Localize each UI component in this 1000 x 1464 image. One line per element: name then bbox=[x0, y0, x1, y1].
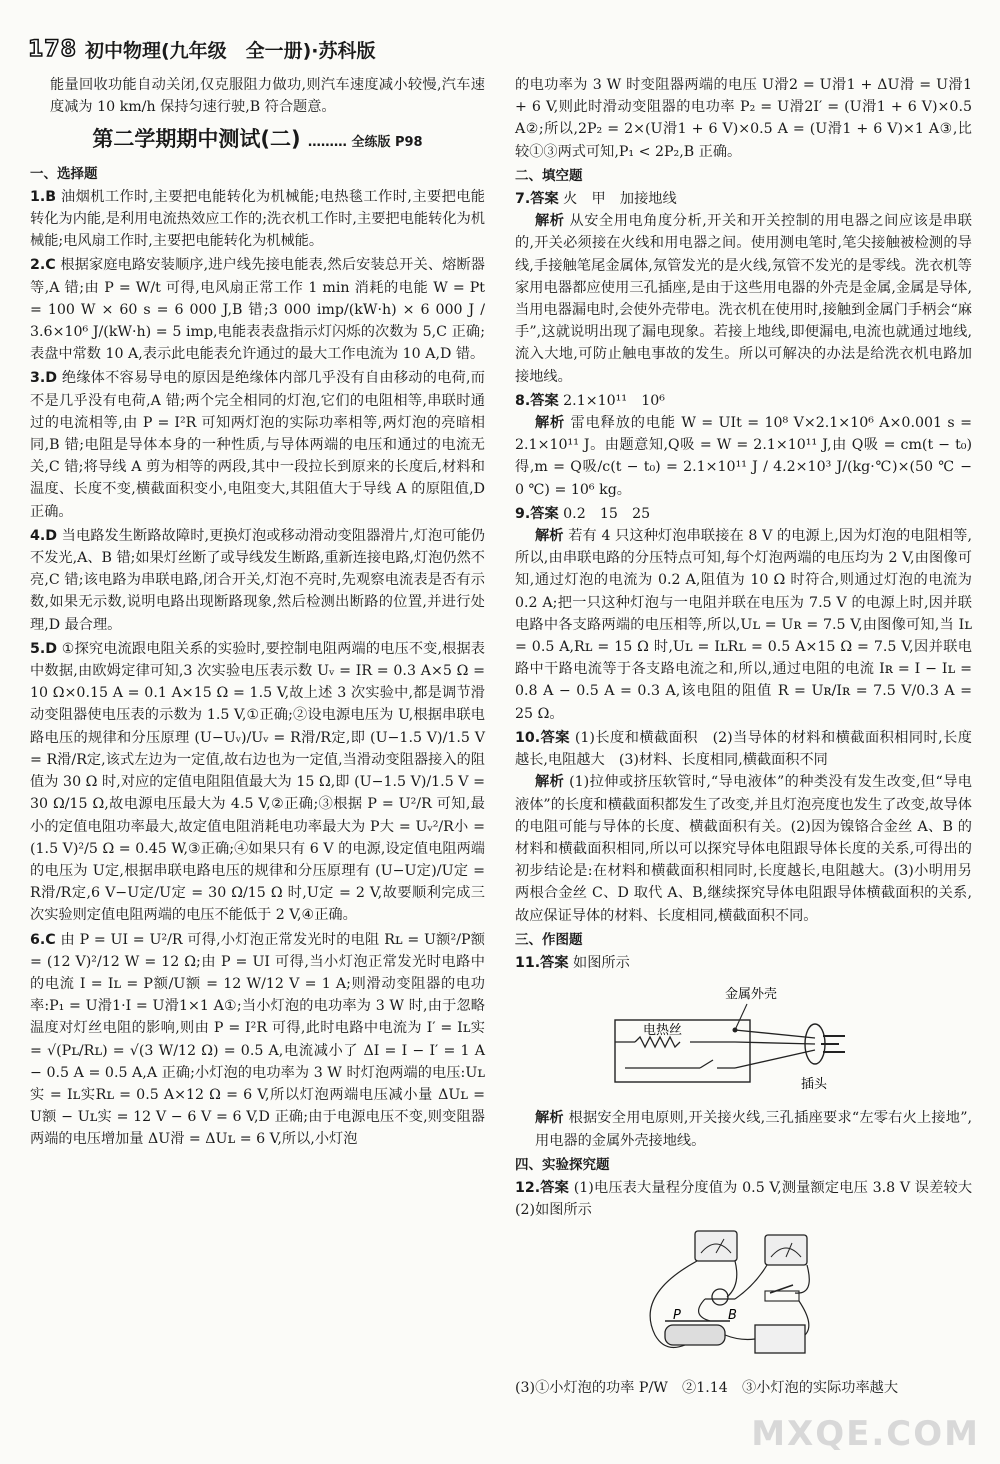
label-plug: 插头 bbox=[801, 1077, 828, 1093]
answer-item-5: 5.D ①探究电流跟电阻关系的实验时,要控制电阻两端的电压不变,根据表中数据,由欧姆定律可知,3 次实验电压表示数 Uᵥ = IR = 0.3 A×5 Ω = 10 Ω×0.15 A = 0.1 A×15 Ω = 1.5 V,故上述 3 次实验中,都是调节滑动变阻器使电压表的示数为 1.5 V,①正确;②设电源电压为 U,根据串联电路电压的规律和分压原理 (U−Uᵥ)/Uᵥ = R滑/R定,即 (U−1.5 V)/1.5 V = R滑/R定,该式左边为一定值,故右边也为一定值,当滑动变阻器接入的阻值为 30 Ω 时,对应的定值电阻阻值最大为 15 Ω,即 (U−1.5 V)/1.5 V = 30 Ω/15 Ω,故电源电压最大为 4.5 V,②正确;③根据 P = U²/R 可知,最小的定值电阻功率最大,故定值电阻消耗电功率最大为 P大 = Uᵥ²/R小 = (1.5 V)²/5 Ω = 0.45 W,③正确;④如果只有 6 V 的电源,设定值电阻两端的电压为 U定,根据串联电路电压的规律和分压原理有 (U−U定)/U定 = R滑/R定,6 V−U定/U定 = 30 Ω/15 Ω 时,U定 = 2 V,故要顺利完成三次实验则定值电阻两端的电压不能低于 2 V,④正确。 bbox=[30, 640, 485, 924]
part-heading-choice: 一、选择题 bbox=[30, 165, 98, 182]
answer-item-12: 12.答案 (1)电压表大量程分度值为 0.5 V,测量额定电压 3.8 V 误差较大 (2)如图所示 bbox=[515, 1179, 987, 1219]
section-title: 第二学期期中测试(二) ……… 全练版 P98 bbox=[92, 127, 423, 152]
circuit-figure-plug bbox=[515, 978, 972, 1103]
label-metal-shell: 金属外壳 bbox=[725, 987, 778, 1003]
answer-item-8: 8.答案 2.1×10¹¹ 10⁶ 解析 雷电释放的电能 W = UIt = 10⁸ V×2.1×10⁶ A×0.001 s = 2.1×10¹¹ J。由题意知,Q吸 = W = 2.1×10¹¹ J,由 Q吸 = cm(t − t₀) 得,m = Q吸/c(t − t₀) = 2.1×10¹¹ J / 4.2×10³ J/(kg·℃)×(50 ℃ − 0 ℃) = 10⁶ kg。 bbox=[515, 392, 972, 498]
section-ref: ……… 全练版 P98 bbox=[307, 135, 423, 151]
intro-paragraph: 能量回收功能自动关闭,仅克服阻力做功,则汽车速度减小较慢,汽车速度减为 10 km/h 保持匀速行驶,B 符合题意。 bbox=[50, 77, 485, 116]
page-number: 178 bbox=[28, 36, 77, 62]
label-p: P bbox=[673, 1308, 681, 1324]
answer-item-4: 4.D 当电路发生断路故障时,更换灯泡或移动滑动变阻器滑片,灯泡可能仍不发光,A、B 错;如果灯丝断了或导线发生断路,重新连接电路,灯泡仍然不亮,C 错;该电路为串联电路,闭合开关,灯泡不亮时,先观察电流表是否有示数,如果无示数,说明电路出现断路现象,然后检测出断路的位置,并进行处理,D 最合理。 bbox=[30, 527, 485, 633]
right-column bbox=[515, 74, 987, 1401]
part-heading-drawing: 三、作图题 bbox=[515, 931, 583, 948]
plug-circuit-diagram bbox=[515, 978, 972, 1096]
answer-item-6: 6.C 由 P = UI = U²/R 可得,小灯泡正常发光时的电阻 Rʟ = U额²/P额 = (12 V)²/12 W = 12 Ω;由 P = UI 可得,当小灯泡正常发光时电路中的电流 I = Iʟ = P额/U额 = 12 W/12 V = 1 A;则滑动变阻器的电功率:P₁ = U滑1·I = U滑1×1 A①;当小灯泡的电功率为 3 W 时,由于忽略温度对灯丝电阻的影响,则由 P = I²R 可得,此时电路中电流为 I′ = Iʟ实 = √(Pʟ/Rʟ) = √(3 W/12 Ω) = 0.5 A,电流减小了 ΔI = I − I′ = 1 A − 0.5 A = 0.5 A,A 正确;小灯泡的电功率为 3 W 时灯泡两端的电压:Uʟ实 = Iʟ实Rʟ = 0.5 A×12 Ω = 6 V,所以灯泡两端电压减小量 ΔUʟ = U额 − Uʟ实 = 12 V − 6 V = 6 V,D 正确;由于电源电压不变,则变阻器两端的电压增加量 ΔU滑 = ΔUʟ = 6 V,所以,小灯泡 bbox=[30, 931, 485, 1148]
watermark: MXQE.COM bbox=[751, 1414, 980, 1454]
answer-item-1: 1.B 油烟机工作时,主要把电能转化为机械能;电热毯工作时,主要把电能转化为内能,是利用电流热效应工作的;洗衣机工作时,主要把电能转化为机械能;电风扇工作时,主要把电能转化为机械能。 bbox=[30, 188, 485, 250]
answer-item-11-explanation: 解析 根据安全用电原则,开关接火线,三孔插座要求“左零右火上接地”,用电器的金属外壳接地线。 bbox=[535, 1110, 972, 1149]
answer-item-10: 10.答案 (1)长度和横截面积 (2)当导体的材料和横截面积相同时,长度越长,电阻越大 (3)材料、长度相同,横截面积不同 解析 (1)拉伸或挤压软管时,“导电液体”的种类没有发生改变,但“导电液体”的长度和横截面积都发生了改变,并且灯泡亮度也发生了改变,故导体的电阻可能与导体的长度、横截面积有关。(2)因为镍铬合金丝 A、B 的材料和横截面积相同,所以可以探究导体电阻跟导体长度的关系,可得出的初步结论是:在材料和横截面积相同时,长度越长,电阻越大。(3)小明用另两根合金丝 C、D 取代 A、B,继续探究导体电阻跟导体横截面积的关系,故应保证导体的材料、长度相同,横截面积不同。 bbox=[515, 729, 972, 924]
answer-item-12-part3: (3)①小灯泡的功率 P/W ②1.14 ③小灯泡的实际功率越大 bbox=[515, 1379, 899, 1396]
answer-item-2: 2.C 根据家庭电路安装顺序,进户线先接电能表,然后安装总开关、熔断器等,A 错;由 P = W/t 可得,电风扇正常工作 1 min 消耗的电能 W = Pt = 100 W × 60 s = 6 000 J,B 错;3 000 imp/(kW·h) × 6 000 J / 3.6×10⁶ J/(kW·h) = 5 imp,电能表表盘指示灯闪烁的次数为 5,C 正确;表盘中常数 10 A,表示此电能表允许通过的最大工作电流为 10 A,D 错。 bbox=[30, 257, 485, 363]
answer-item-11: 11.答案 如图所示 bbox=[515, 954, 630, 971]
experiment-figure-wiring bbox=[515, 1225, 972, 1372]
page-header bbox=[28, 34, 972, 64]
book-title: 初中物理(九年级 全一册)·苏科版 bbox=[84, 39, 376, 62]
label-heating-wire: 电热丝 bbox=[643, 1023, 683, 1039]
wiring-diagram bbox=[515, 1225, 972, 1365]
label-b: B bbox=[728, 1308, 737, 1324]
answer-item-3: 3.D 绝缘体不容易导电的原因是绝缘体内部几乎没有自由移动的电荷,而不是几乎没有电荷,A 错;两个完全相同的灯泡,它们的电阻相等,串联时通过的电流相等,由 P = I²R 可知两灯泡的实际功率相等,两灯泡的亮暗相同,B 错;电阻是导体本身的一种性质,与导体两端的电压和通过的电流无关,C 错;将导线 A 剪为相等的两段,其中一段拉长到原来的长度后,材料和温度、长度不变,横截面积变小,电阻变大,其阻值大于导线 A 的原阻值,D 正确。 bbox=[30, 370, 485, 520]
part-heading-fill: 二、填空题 bbox=[515, 167, 583, 184]
answer-item-6-continued: 的电功率为 3 W 时变阻器两端的电压 U滑2 = U滑1 + ΔU滑 = U滑1 + 6 V,则此时滑动变阻器的电功率 P₂ = U滑2I′ = (U滑1 + 6 V)×0.5 A②;所以,2P₂ = 2×(U滑1 + 6 V)×0.5 A = (U滑1 + 6 V)×1 A③,比较①③两式可知,P₁ < 2P₂,B 正确。 bbox=[515, 77, 972, 160]
left-column bbox=[30, 74, 485, 1153]
answer-item-7: 7.答案 火 甲 加接地线 解析 从安全用电角度分析,开关和开关控制的用电器之间应该是串联的,开关必须接在火线和用电器之间。使用测电笔时,笔尖接触被检测的导线,手接触笔尾金属体,氖管发光的是火线,氖管不发光的是零线。洗衣机等家用电器都应使用三孔插座,是由于这些用电器的外壳是金属,金属是导体,当用电器漏电时,会使外壳带电。洗衣机在使用时,接触到金属门手柄会“麻手”,这就说明出现了漏电现象。若接上地线,即便漏电,电流也就通过地线,流入大地,可防止触电事故的发生。所以可解决的办法是给洗衣机电路加接地线。 bbox=[515, 191, 972, 385]
part-heading-experiment: 四、实验探究题 bbox=[515, 1156, 610, 1173]
answer-item-9: 9.答案 0.2 15 25 解析 若有 4 只这种灯泡串联接在 8 V 的电源上,因为灯泡的电阻相等,所以,由串联电路的分压特点可知,每个灯泡两端的电压均为 2 V,由图像可知,通过灯泡的电流为 0.2 A,阻值为 10 Ω 时符合,则通过灯泡的电流为 0.2 A;把一只这种灯泡与一电阻并联在电压为 7.5 V 的电源上时,因并联电路中各支路两端的电压相等,所以,Uʟ = Uʀ = 7.5 V,由图像可知,当 Iʟ = 0.5 A,Rʟ = 15 Ω 时,Uʟ = IʟRʟ = 0.5 A×15 Ω = 7.5 V,因并联电路中干路电流等于各支路电流之和,所以,通过电阻的电流 Iʀ = I − Iʟ = 0.8 A − 0.5 A = 0.3 A,该电阻的阻值 R = Uʀ/Iʀ = 7.5 V/0.3 A = 25 Ω。 bbox=[515, 505, 972, 722]
